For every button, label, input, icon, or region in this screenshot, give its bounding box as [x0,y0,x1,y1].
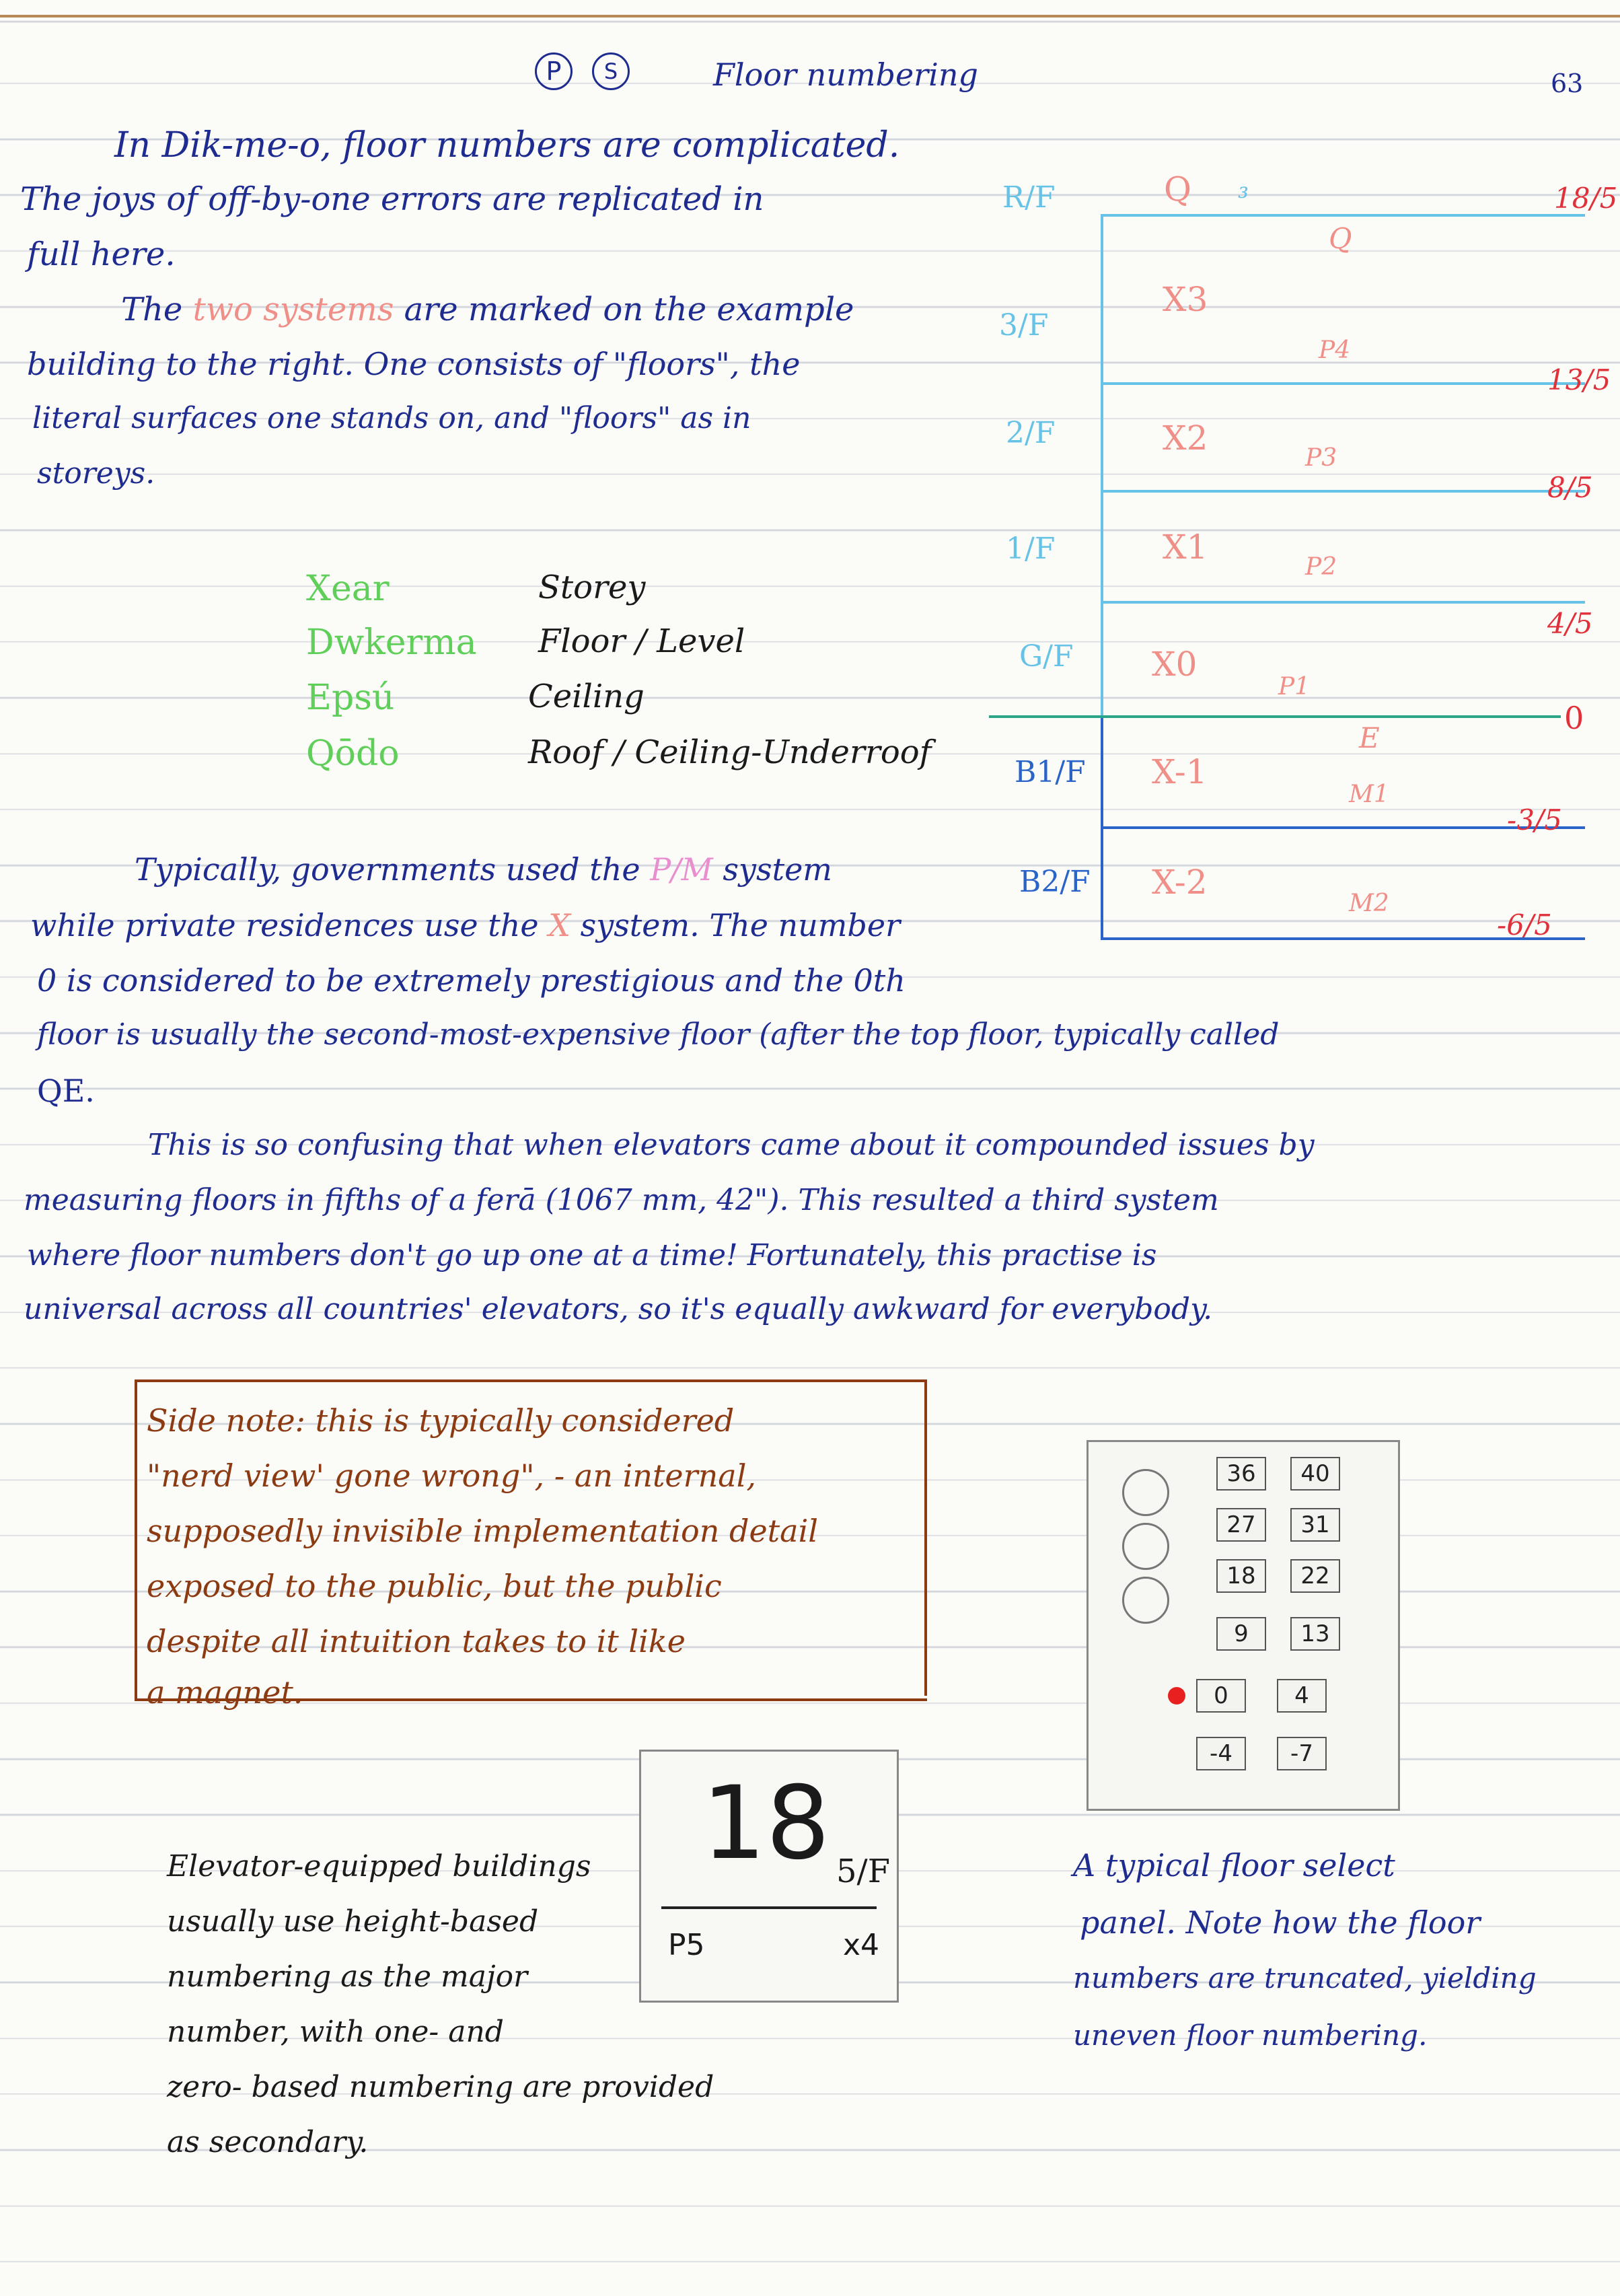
glossary-term-epsu: Epsú [306,678,395,718]
systems-text-b: two systems [192,291,394,328]
fifths-label-3f: 13/5 [1547,363,1611,396]
elevator-display [639,1750,899,2003]
floor-key[interactable]: 13 [1290,1617,1340,1651]
floor-select-panel [1087,1440,1400,1811]
floor-key[interactable]: 9 [1216,1617,1266,1651]
fifths-label-1f: 4/5 [1547,607,1593,640]
floor-key[interactable]: 36 [1216,1457,1266,1491]
floor-label-b1f: B1/F [1015,755,1086,789]
glossary-term-dwkerma: Dwkerma [306,622,477,663]
gov-text-x: X [548,907,570,943]
systems-line-3: literal surfaces one stands on, and "floors" as in [32,401,751,435]
gov-text-pm: P/M [650,851,713,888]
gov-text-e: system. The number [580,907,901,943]
intro-line-2: The joys of off-by-one errors are replicated in [20,180,764,218]
floor-key[interactable]: -4 [1196,1737,1246,1770]
storey-label-x3: X3 [1163,280,1208,319]
storey-label-x1: X1 [1163,528,1208,567]
systems-line-4: storeys. [37,456,155,491]
panel-round-button-2[interactable] [1122,1523,1169,1570]
storey-label-x2: X2 [1163,419,1208,458]
floor-line-ground [989,715,1561,718]
top-margin-line [0,15,1620,17]
glossary-meaning-storey: Storey [538,569,646,606]
systems-text-a: The [121,291,183,328]
floor-key[interactable]: 31 [1290,1508,1340,1542]
gov-line-1 [135,851,832,888]
floor-line-2f [1101,490,1585,493]
s-triangle-icon: S [592,52,630,90]
page-title: Floor numbering [713,57,978,93]
elevator-line-4: universal across all countries' elevators, so it's equally awkward for everybody. [24,1292,1213,1326]
page-number: 63 [1551,69,1584,98]
display-caption-line-3: numbering as the major [167,1960,528,1994]
panel-round-button-1[interactable] [1122,1469,1169,1516]
display-caption-line-2: usually use height-based [167,1904,539,1939]
elevator-line-3: where floor numbers don't go up one at a time! Fortunately, this practise is [27,1238,1157,1272]
elevator-line-1: This is so confusing that when elevators came about it compounded issues by [148,1128,1315,1162]
side-note-right-border [924,1379,927,1696]
floor-label-2f: 2/F [1006,416,1056,450]
side-note-line-4: exposed to the public, but the public [147,1568,722,1604]
panel-caption-line-2: panel. Note how the floor [1080,1904,1481,1941]
display-caption-line-6: as secondary. [167,2125,369,2159]
fifths-label-roof: 18/5 [1554,182,1618,215]
active-floor-indicator [1168,1687,1185,1705]
panel-caption-line-1: A typical floor select [1073,1847,1395,1884]
fifths-label-b2: -6/5 [1497,908,1552,941]
marker-q: Q [1329,222,1352,255]
gov-text-d: while private residences use the [30,907,539,943]
floor-label-3f: 3/F [999,308,1049,343]
storey-label-x-2: X-2 [1152,863,1208,902]
side-note-line-2: "nerd view' gone wrong", - an internal, [147,1458,757,1494]
floor-label-gf: G/F [1019,639,1074,674]
floor-line-1f [1101,601,1585,604]
display-fraction: 5/F [836,1853,891,1890]
display-left-label: P5 [668,1928,705,1962]
intro-line-1: In Dik-me-o, floor numbers are complicated. [114,125,900,166]
panel-caption-line-3: numbers are truncated, yielding [1073,1962,1537,1995]
floor-line-roof [1101,214,1585,217]
marker-p2: P2 [1305,553,1337,581]
marker-e: E [1359,721,1380,754]
systems-line-1 [121,291,854,328]
display-caption-line-5: zero- based numbering are provided [167,2070,714,2104]
glossary-term-xear: Xear [306,569,390,609]
side-note-line-1: Side note: this is typically considered [147,1402,735,1439]
gov-line-4: floor is usually the second-most-expensive floor (after the top floor, typically called [37,1017,1280,1052]
intro-line-3: full here. [27,236,176,273]
floor-key[interactable]: 40 [1290,1457,1340,1491]
floor-line-3f [1101,382,1585,385]
gov-line-2 [30,907,900,943]
display-caption-line-1: Elevator-equipped buildings [167,1849,591,1884]
glossary-meaning-ceiling: Ceiling [528,678,645,715]
systems-line-2: building to the right. One consists of "floors", the [27,346,801,382]
floor-key[interactable]: 27 [1216,1508,1266,1542]
marker-p1: P1 [1278,673,1311,701]
side-note-line-6: a magnet. [147,1674,303,1711]
fifths-label-2f: 8/5 [1547,471,1593,504]
gov-text-a: Typically, governments used the [135,851,640,888]
floor-key[interactable]: -7 [1277,1737,1327,1770]
floor-key[interactable]: 18 [1216,1559,1266,1593]
floor-label-rf: R/F [1002,180,1056,215]
gov-line-3: 0 is considered to be extremely prestigious and the 0th [37,962,906,999]
panel-caption-line-4: uneven floor numbering. [1073,2019,1428,2052]
building-wall-upper [1101,214,1103,715]
elevator-line-2: measuring floors in fifths of a ferā (1067 mm, 42"). This resulted a third system [24,1183,1219,1217]
side-note-line-3: supposedly invisible implementation detail [147,1513,819,1549]
floor-key[interactable]: 22 [1290,1559,1340,1593]
fifths-label-b1: -3/5 [1507,803,1562,836]
glossary-meaning-floor: Floor / Level [538,622,745,660]
display-caption-line-4: number, with one- and [167,2015,504,2049]
display-main-number: 18 [702,1765,830,1882]
floor-label-1f: 1/F [1006,532,1056,566]
floor-label-b2f: B2/F [1019,865,1091,899]
storey-label-q: Q [1164,170,1191,209]
marker-m2: M2 [1349,890,1389,917]
floor-key[interactable]: 4 [1277,1679,1327,1713]
marker-p3: P3 [1305,444,1337,472]
storey-label-x0: X0 [1152,645,1198,684]
display-divider [661,1906,877,1909]
storey-label-x-1: X-1 [1152,752,1208,791]
glossary-term-qodo: Qōdo [306,733,400,774]
p-circle-icon: P [535,52,573,90]
floor-key-active[interactable]: 0 [1196,1679,1246,1713]
marker-p4: P4 [1319,336,1351,364]
fifths-label-ground: 0 [1564,700,1584,736]
gov-line-5: QE. [37,1073,95,1109]
side-note-line-5: despite all intuition takes to it like [147,1623,686,1659]
display-right-label: x4 [843,1928,880,1962]
panel-round-button-3[interactable] [1122,1577,1169,1624]
glossary-meaning-roof: Roof / Ceiling-Underroof [528,733,932,771]
gov-text-c: system [723,851,832,888]
systems-text-c: are marked on the example [404,291,854,328]
marker-m1: M1 [1349,781,1389,808]
marker-small-q: ₃ [1238,174,1249,205]
